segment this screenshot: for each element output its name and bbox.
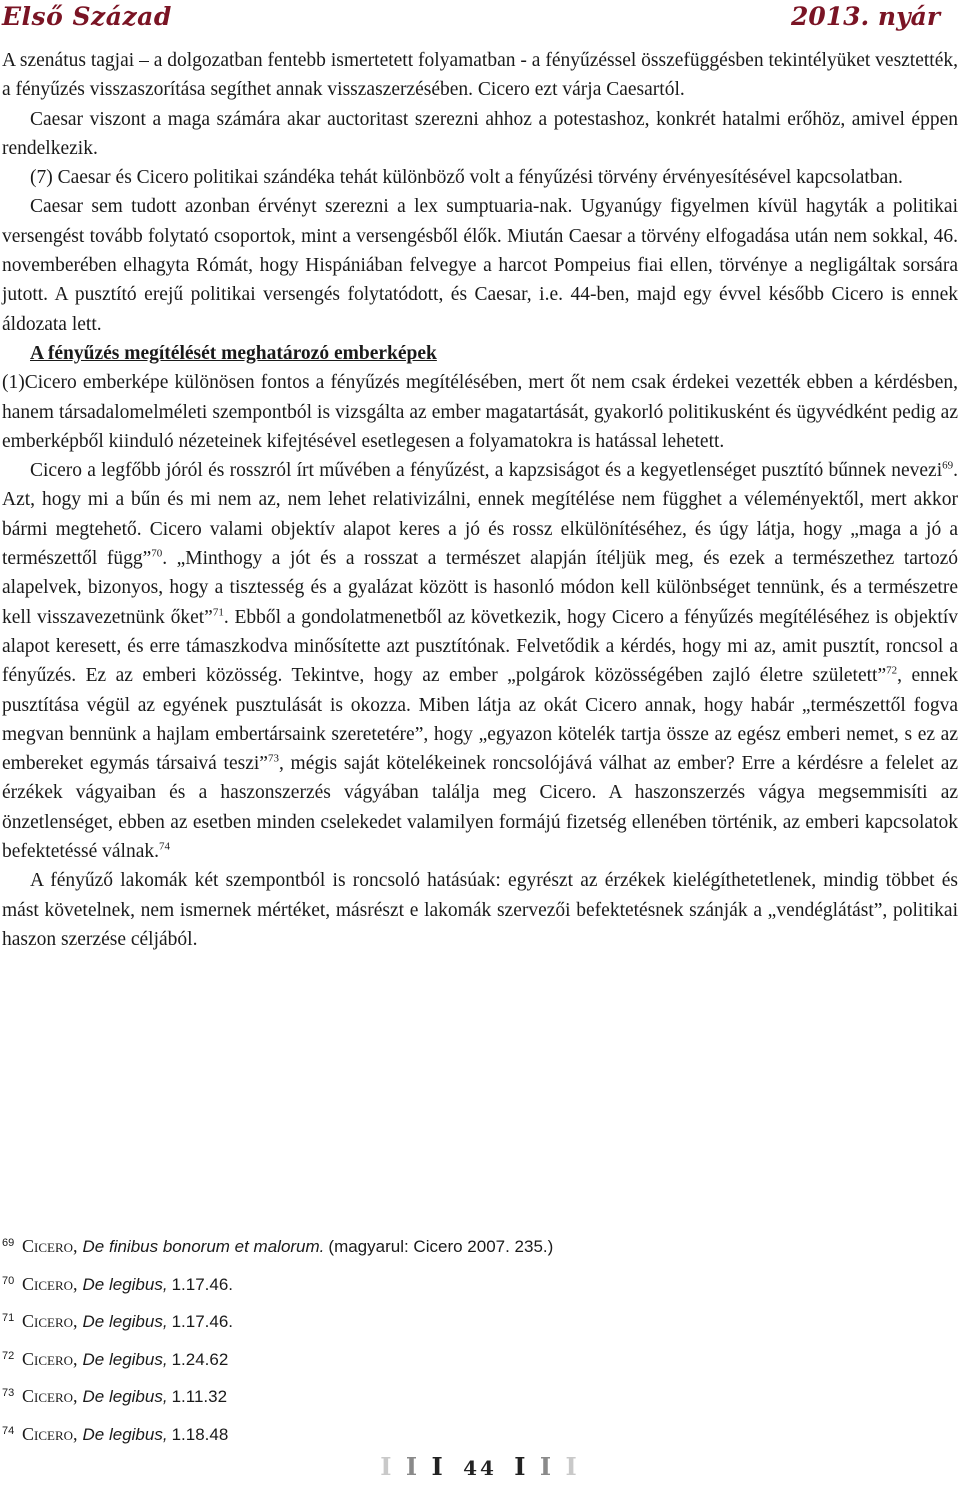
footnote-ref-text: 1.18.48 <box>171 1424 229 1444</box>
footnote-author: Cicero, <box>22 1236 78 1256</box>
page-bar-mark: I <box>539 1452 555 1481</box>
footnote-work: De legibus, <box>82 1274 168 1294</box>
page-header <box>0 0 960 40</box>
footnote-number: 73 <box>2 1387 15 1399</box>
paragraph: (1)Cicero emberképe különösen fontos a fényűzés megítélésében, mert őt nem csak érdekei vezették ebben a kérdésben, hanem társadalomelméleti szempontból is vizsgálta az ember magatartását, gyakorló politikusként és ügyvédként pedig az emberképből kiinduló nézeteinek kifejtésével esetlegesen a folyamatokra is hatással lehetett. <box>2 372 958 452</box>
footnote-ref[interactable]: 69 <box>942 459 954 472</box>
footnotes <box>2 1236 958 1461</box>
paragraph: A szenátus tagjai – a dolgozatban fentebb ismertetett folyamatban - a fényűzéssel összefüggésben tekintélyüket vesztették, a fényűzés visszaszorítása segíthet annak visszaszerzésében. Cicero ezt várja Caesartól. <box>2 50 958 101</box>
page-number-bar <box>0 1452 960 1481</box>
footnote-work: De legibus, <box>82 1424 168 1444</box>
section-heading: A fényűzés megítélését meghatározó emberképek <box>30 342 437 364</box>
page-number: 44 <box>463 1456 497 1480</box>
footnote-number: 72 <box>2 1349 15 1362</box>
page-bar-mark: I <box>380 1452 395 1481</box>
footnote-author: Cicero, <box>22 1386 78 1406</box>
paragraph: (7) Caesar és Cicero politikai szándéka tehát különböző volt a fényűzési törvény érvényesítésével kapcsolatban. <box>30 167 903 189</box>
issue-date: 2013. nyár <box>790 2 940 31</box>
footnote-ref-text: 1.17.46. <box>171 1312 234 1331</box>
page-bar-mark: I <box>431 1452 446 1481</box>
footnote-ref[interactable]: 71 <box>212 606 224 619</box>
text-run: . Azt, hogy mi a bűn és mi nem az, nem lehet relativizálni, ennek megítélése nem függhet a véleményektől, mert akkor bármi megtehető. Cicero valami objektív alapot keres a jó és rossz elkülönítéséhez, és úgy látja, hogy „maga a jó a természettől függ” <box>2 460 958 570</box>
footnote-ref-text: 1.17.46. <box>171 1274 234 1294</box>
footnote <box>2 1236 958 1274</box>
footnote-author: Cicero, <box>22 1311 78 1331</box>
footnote-ref[interactable]: 70 <box>151 547 163 560</box>
footnote-ref[interactable]: 73 <box>267 752 279 765</box>
footnote-ref-text: (magyarul: Cicero 2007. 235.) <box>328 1237 554 1256</box>
text-run: , ennek pusztítása végül az egyének pusztulását is okozza. Miben látja az okát Cicero annak, hogy habár „természettől fogva megvan bennünk a hajlam embertársaink szeretetére”, hogy „egyazon kötelék tartja össze az egész emberi nemet, s ez az embereket egymás társaivá teszi” <box>2 665 959 775</box>
text-run: Cicero a legfőbb jóról és rosszról írt művében a fényűzést, a kapzsiságot és a kegyetlenséget pusztító bűnnek nevezi <box>30 460 943 482</box>
article-body <box>2 46 958 954</box>
footnote-number: 69 <box>2 1237 15 1249</box>
footnote-ref[interactable]: 72 <box>886 664 898 677</box>
page-bar-mark: I <box>514 1452 529 1481</box>
footnote-work: De legibus, <box>82 1387 168 1406</box>
footnote-author: Cicero, <box>22 1273 78 1294</box>
paragraph: A fényűző lakomák két szempontból is roncsoló hatásúak: egyrészt az érzékek kielégíthetetlenek, mindig többet és mást követelnek, nem ismernek mértéket, másrészt e lakomák szervezői befektetésnek szánják a „vendéglátást”, politikai haszon szerzése céljából. <box>2 870 958 950</box>
text-run: . Ebből a gondolatmenetből az következik, hogy Cicero a fényűzés megítéléséhez is objektív alapot keresett, és erre támaszkodva minősítette azt pusztítónak. Felvetődik a kérdés, hogy mi az, amit pusztít, roncsol a fényűzés. Ez az emberi közösség. Tekintve, hogy az ember „polgárok közösségében zajló életre született” <box>2 606 958 687</box>
footnote-work: De finibus bonorum et malorum. <box>82 1237 325 1256</box>
footnote-author: Cicero, <box>22 1423 78 1444</box>
journal-title: Első Század <box>2 2 172 31</box>
footnote-work: De legibus, <box>82 1349 168 1369</box>
page-bar-mark: I <box>565 1452 580 1481</box>
footnote-work: De legibus, <box>82 1312 168 1331</box>
page-bar-mark: I <box>405 1452 421 1481</box>
footnote-author: Cicero, <box>22 1348 78 1369</box>
text-run: , mégis saját kötelékeinek roncsolójává válhat az ember? Erre a kérdésre a felelet az érzékek vágyaiban és a haszonszerzés vágyában találja meg Cicero. A haszonszerzés vágya megsemmisíti az önzetlenséget, ebben az esetben minden cselekedet valamilyen formájú fizetség ellenében történik, az emberi kapcsolatok befektetéssé válnak. <box>2 753 958 863</box>
paragraph <box>2 456 958 866</box>
footnote-number: 74 <box>2 1424 15 1437</box>
footnote <box>2 1274 958 1312</box>
paragraph: Caesar viszont a maga számára akar auctoritast szerezni ahhoz a potestashoz, konkrét hatalmi erőhöz, amivel éppen rendelkezik. <box>2 108 958 159</box>
footnote-ref[interactable]: 74 <box>159 840 171 853</box>
text-run: . „Minthogy a jót és a rosszat a természet alapján ítéljük meg, és ezek a természethez tartozó alapelvek, bizonyos, hogy a tisztesség és a gyalázat között is hasonló módon kell különbséget tennünk, és a természetre kell visszavezetnünk őket” <box>2 548 958 628</box>
footnote-number: 70 <box>2 1274 15 1287</box>
footnote <box>2 1349 958 1387</box>
footnote-ref-text: 1.24.62 <box>171 1349 229 1369</box>
footnote-ref-text: 1.11.32 <box>171 1387 228 1406</box>
paragraph: Caesar sem tudott azonban érvényt szerezni a lex sumptuaria-nak. Ugyanúgy figyelmen kívül hagyták a politikai versengést tovább folytató csoportok, mint a versengésből élők. Miután Caesar a törvény elfogadása után nem sokkal, 46. novemberében elhagyta Rómát, hogy Hispániában felvegye a harcot Pompeius fiai ellen, törvénye a negligáltak sorsára jutott. A pusztító erejű politikai versengés folytatódott, és Caesar, i.e. 44-ben, majd egy évvel később Cicero is ennek áldozata lett. <box>2 196 958 335</box>
footnote <box>2 1311 958 1349</box>
footnote-number: 71 <box>2 1312 15 1324</box>
footnote <box>2 1386 958 1424</box>
